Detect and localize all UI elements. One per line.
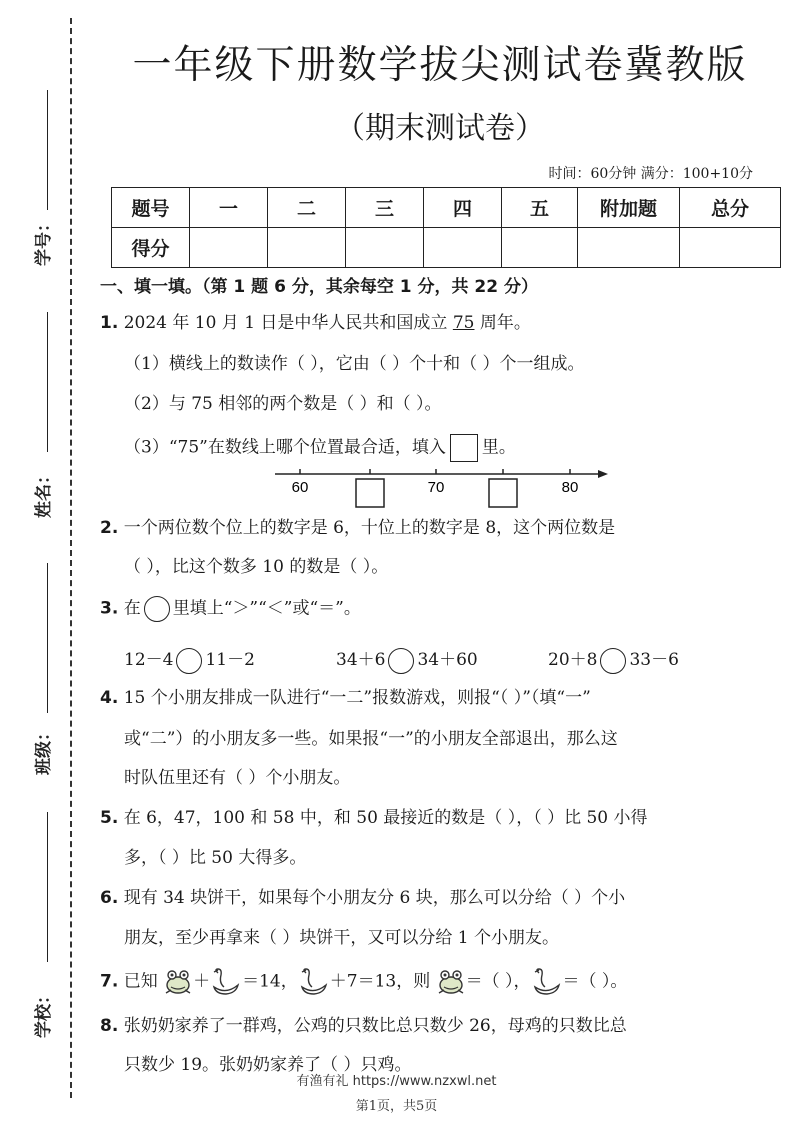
question-8-line-2: 只数少 19。张奶奶家养了（ ）只鸡。 <box>124 1055 412 1075</box>
comparison-3 <box>548 645 679 674</box>
header-cell: 一 <box>190 188 268 228</box>
question-text: 已知 <box>123 971 158 992</box>
class-line <box>47 563 48 713</box>
swan-icon <box>531 967 563 997</box>
question-number: 6. <box>100 888 119 908</box>
expression-right: 34＋60 <box>417 650 478 670</box>
question-text: 在 6，47，100 和 58 中，和 50 最接近的数是（ ），（ ）比 50 小得 <box>123 808 648 828</box>
student-id-label: 学号： <box>33 214 54 266</box>
question-text: 张奶奶家养了一群鸡，公鸡的只数比总只数少 26，母鸡的只数比总 <box>123 1016 627 1036</box>
expression-left: 20＋8 <box>548 650 598 670</box>
question-text: 现有 34 块饼干，如果每个小朋友分 6 块，那么可以分给（ ）个小 <box>123 888 626 908</box>
question-number: 8. <box>100 1016 119 1036</box>
class-label: 班级： <box>33 724 54 775</box>
answer-box[interactable] <box>356 479 384 507</box>
comparison-circle[interactable] <box>600 648 626 674</box>
score-cell[interactable] <box>268 228 346 268</box>
underlined-number: 75 <box>452 313 475 333</box>
page-number: 第1页，共5页 <box>355 1099 438 1114</box>
question-4-line-2: 或“二”）的小朋友多一些。如果报“一”的小朋友全部退出，那么这 <box>124 729 618 749</box>
question-1-part-3 <box>124 434 765 462</box>
score-table-header-row <box>112 188 781 228</box>
number-line <box>270 462 615 510</box>
circle-symbol <box>144 596 170 622</box>
school-line <box>47 812 48 962</box>
expression-right: 11－2 <box>205 650 255 670</box>
question-number: 4. <box>100 688 119 708</box>
score-cell[interactable] <box>578 228 680 268</box>
question-text: ＝（ ）。 <box>562 971 628 992</box>
question-text: 里填上“＞”“＜”或“＝”。 <box>172 598 361 619</box>
footer-website: 有渔有礼 https://www.nzxwl.net <box>296 1074 497 1089</box>
expression-left: 34＋6 <box>336 650 386 670</box>
question-text: ＋7＝13，则 <box>329 971 431 992</box>
question-1 <box>100 311 765 335</box>
question-text: 2024 年 10 月 1 日是中华人民共和国成立 <box>123 313 448 333</box>
comparison-1 <box>124 645 255 674</box>
question-1-part-2: （2）与 75 相邻的两个数是（ ）和（ ）。 <box>124 394 442 414</box>
tick-label: 80 <box>561 479 579 496</box>
header-cell: 总分 <box>680 188 781 228</box>
score-cell[interactable] <box>346 228 424 268</box>
question-number: 3. <box>100 598 119 619</box>
question-number: 1. <box>100 313 119 333</box>
tick-label: 70 <box>427 479 445 496</box>
score-cell[interactable] <box>502 228 578 268</box>
question-7 <box>100 967 765 997</box>
exam-meta: 时间：60分钟 满分：100+10分 <box>548 166 753 182</box>
frog-icon <box>163 967 193 997</box>
swan-icon <box>210 967 242 997</box>
comparison-2 <box>336 645 478 674</box>
section-heading: 一、填一填。（第 1 题 6 分，其余每空 1 分，共 22 分） <box>100 277 538 297</box>
question-2 <box>100 516 765 540</box>
question-number: 2. <box>100 518 119 538</box>
question-number: 7. <box>100 971 119 992</box>
page-subtitle: （期末测试卷） <box>335 111 545 146</box>
student-id-line <box>47 90 48 210</box>
answer-box[interactable] <box>489 479 517 507</box>
score-cell[interactable] <box>424 228 502 268</box>
tick-label: 60 <box>291 479 309 496</box>
question-3 <box>100 596 765 622</box>
name-line <box>47 312 48 452</box>
question-2-line-2: （ ），比这个数多 10 的数是（ ）。 <box>124 557 389 577</box>
name-label: 姓名： <box>33 467 54 518</box>
answer-box <box>450 434 478 462</box>
score-cell[interactable] <box>680 228 781 268</box>
comparison-circle[interactable] <box>176 648 202 674</box>
question-text: 里。 <box>481 437 516 458</box>
swan-icon <box>298 967 330 997</box>
question-8 <box>100 1014 765 1038</box>
score-table <box>111 187 781 268</box>
number-line-arrow <box>598 470 608 478</box>
question-1-part-1: （1）横线上的数读作（ ），它由（ ）个十和（ ）个一组成。 <box>124 354 585 374</box>
question-text: ＝14， <box>242 971 298 992</box>
header-cell: 二 <box>268 188 346 228</box>
question-text: 在 <box>123 598 141 619</box>
question-6-line-2: 朋友，至少再拿来（ ）块饼干，又可以分给 1 个小朋友。 <box>124 928 560 948</box>
page-title: 一年级下册数学拔尖测试卷冀教版 <box>132 43 748 88</box>
question-text: ＝（ ）， <box>465 971 531 992</box>
question-6 <box>100 886 765 910</box>
question-number: 5. <box>100 808 119 828</box>
question-text: 一个两位数个位上的数字是 6，十位上的数字是 8，这个两位数是 <box>123 518 616 538</box>
school-label: 学校： <box>33 987 54 1038</box>
score-cell[interactable] <box>190 228 268 268</box>
question-5-line-2: 多，（ ）比 50 大得多。 <box>124 848 307 868</box>
header-cell: 四 <box>424 188 502 228</box>
question-text: （3）“75”在数线上哪个位置最合适，填入 <box>124 437 446 458</box>
score-table-score-row <box>112 228 781 268</box>
question-4 <box>100 686 765 710</box>
expression-left: 12－4 <box>124 650 174 670</box>
header-cell: 题号 <box>112 188 190 228</box>
frog-icon <box>436 967 466 997</box>
header-cell: 五 <box>502 188 578 228</box>
header-cell: 三 <box>346 188 424 228</box>
binding-dashed-line <box>70 18 72 1098</box>
question-text: 15 个小朋友排成一队进行“一二”报数游戏，则报“（ ）”（填“一” <box>123 688 591 708</box>
question-text: 周年。 <box>479 313 531 333</box>
question-4-line-3: 时队伍里还有（ ）个小朋友。 <box>124 768 351 788</box>
expression-right: 33－6 <box>629 650 679 670</box>
row-label-cell: 得分 <box>112 228 190 268</box>
comparison-circle[interactable] <box>388 648 414 674</box>
header-cell: 附加题 <box>578 188 680 228</box>
question-text: ＋ <box>193 971 211 992</box>
question-5 <box>100 806 765 830</box>
